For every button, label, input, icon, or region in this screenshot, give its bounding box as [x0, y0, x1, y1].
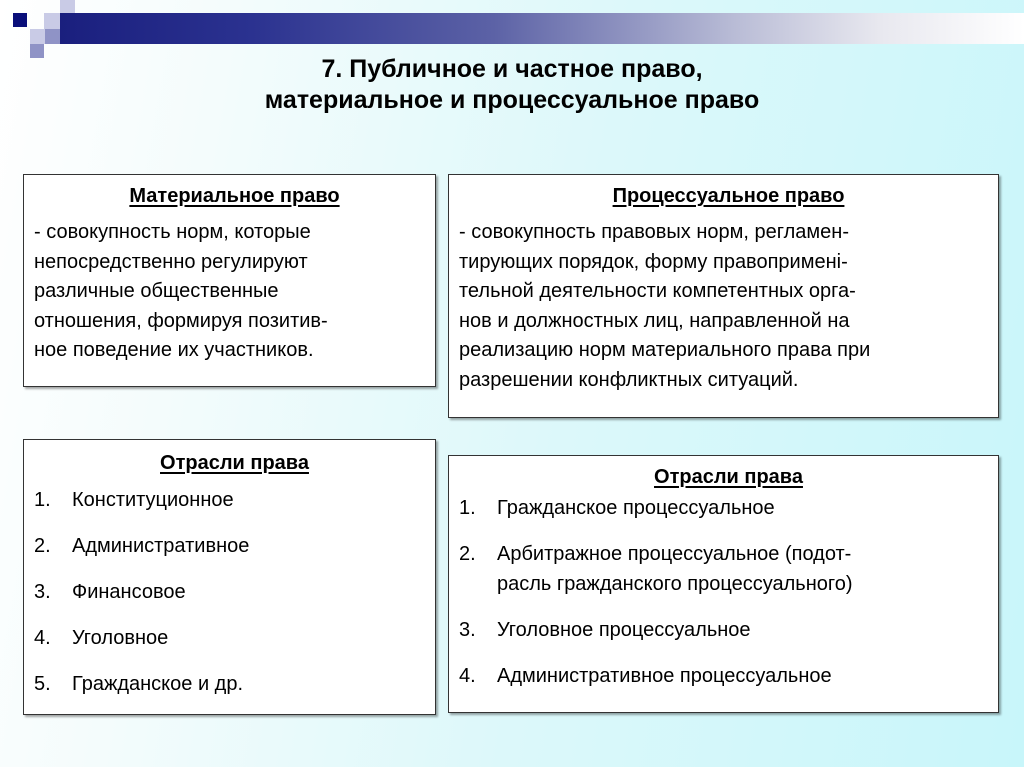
item-number: 4. — [34, 627, 51, 649]
material-law-definition — [34, 218, 435, 366]
header-bar — [60, 13, 1024, 44]
material-branches-box — [23, 439, 436, 715]
list-item — [34, 661, 435, 707]
deco-square-icon — [45, 29, 60, 44]
item-label: Финансовое — [72, 581, 186, 603]
item-label — [497, 539, 853, 599]
material-law-box — [23, 174, 436, 387]
item-number: 3. — [34, 581, 51, 603]
item-label: Административное процессуальное — [497, 665, 832, 687]
item-label: Гражданское процессуальное — [497, 497, 775, 519]
item-label: Конституционное — [72, 489, 234, 511]
item-number: 3. — [459, 619, 476, 641]
list-item — [459, 493, 998, 523]
procedural-law-heading: Процессуальное право — [612, 185, 845, 207]
item-number: 5. — [34, 673, 51, 695]
text-line: непосредственно регулируют — [34, 250, 308, 273]
procedural-law-definition — [459, 218, 998, 395]
list-item — [34, 523, 435, 569]
procedural-law-box — [448, 174, 999, 418]
material-law-heading: Материальное право — [129, 185, 340, 207]
material-branches-list — [34, 477, 435, 707]
list-item — [34, 615, 435, 661]
item-label: Административное — [72, 535, 250, 557]
text-line: ное поведение их участников. — [34, 339, 314, 361]
item-label-line-2: расль гражданского процессуального) — [497, 573, 853, 595]
deco-square-icon — [60, 0, 75, 13]
slide-title-line-1: 7. Публичное и частное право, — [321, 55, 703, 83]
procedural-branches-heading: Отрасли права — [654, 466, 803, 488]
text-line: разрешении конфликтных ситуаций. — [459, 368, 799, 391]
deco-square-icon — [13, 13, 27, 27]
item-label-line-1: Арбитражное процессуальное (подот- — [497, 543, 852, 565]
item-label: Уголовное процессуальное — [497, 619, 751, 641]
item-number: 2. — [459, 543, 476, 565]
list-item — [459, 661, 998, 691]
text-line: различные общественные — [34, 280, 279, 302]
slide-title — [0, 54, 1024, 116]
list-item — [34, 477, 435, 523]
item-number: 1. — [459, 497, 476, 519]
text-line: тельной деятельности компетентных орга- — [459, 280, 856, 302]
deco-square-icon — [44, 13, 60, 29]
text-line: тирующих порядок, форму правоприменi- — [459, 250, 848, 273]
text-line: - совокупность правовых норм, регламен- — [459, 221, 849, 243]
slide-title-line-2: материальное и процессуальное право — [264, 86, 760, 114]
list-item — [459, 539, 998, 599]
text-line: нов и должностных лиц, направленной на — [459, 309, 850, 332]
list-item — [459, 615, 998, 645]
text-line: реализацию норм материального права при — [459, 339, 871, 361]
item-label: Гражданское и др. — [72, 673, 244, 695]
procedural-branches-box — [448, 455, 999, 713]
text-line: отношения, формируя позитив- — [34, 309, 328, 332]
item-label: Уголовное — [72, 627, 169, 649]
text-line: - совокупность норм, которые — [34, 221, 311, 243]
item-number: 4. — [459, 665, 476, 687]
procedural-branches-list — [459, 493, 998, 691]
list-item — [34, 569, 435, 615]
item-number: 2. — [34, 535, 51, 557]
item-number: 1. — [34, 489, 51, 511]
material-branches-heading: Отрасли права — [160, 452, 309, 474]
deco-square-icon — [30, 29, 45, 44]
